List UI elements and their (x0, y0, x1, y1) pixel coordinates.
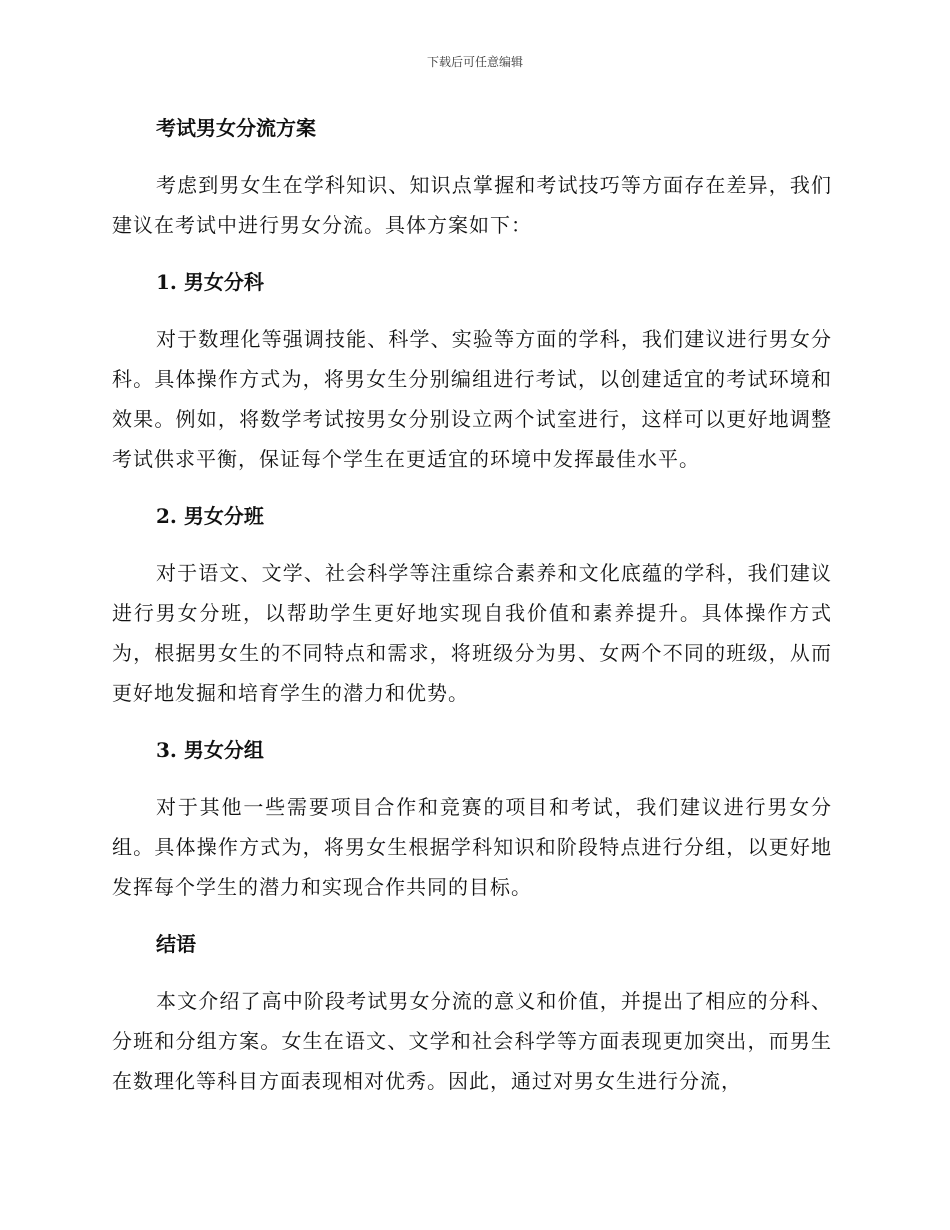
section-body-2: 对于语文、文学、社会科学等注重综合素养和文化底蕴的学科，我们建议进行男女分班，以帮助学生更好地实现自我价值和素养提升。具体操作方式为，根据男女生的不同特点和需求，将班级分为男、女两个不同的班级，从而更好地发掘和培育学生的潜力和优势。 (112, 561, 832, 705)
conclusion-heading: 结语 (156, 932, 196, 956)
conclusion-body: 本文介绍了高中阶段考试男女分流的意义和价值，并提出了相应的分科、分班和分组方案。女生在语文、文学和社会科学等方面表现更加突出，而男生在数理化等科目方面表现相对优秀。因此，通过对男女生进行分流， (112, 989, 832, 1093)
document-title: 考试男女分流方案 (156, 116, 316, 140)
section-body-3: 对于其他一些需要项目合作和竞赛的项目和考试，我们建议进行男女分组。具体操作方式为，将男女生根据学科知识和阶段特点进行分组，以更好地发挥每个学生的潜力和实现合作共同的目标。 (112, 795, 832, 899)
section-heading-1: 1. 男女分科 (156, 270, 264, 294)
document-body (112, 108, 832, 1118)
section-heading-2: 2. 男女分班 (156, 504, 264, 528)
page-header-note: 下载后可任意编辑 (426, 55, 523, 69)
section-body-1: 对于数理化等强调技能、科学、实验等方面的学科，我们建议进行男女分科。具体操作方式为，将男女生分别编组进行考试，以创建适宜的考试环境和效果。例如，将数学考试按男女分别设立两个试室进行，这样可以更好地调整考试供求平衡，保证每个学生在更适宜的环境中发挥最佳水平。 (112, 327, 832, 471)
section-heading-3: 3. 男女分组 (156, 738, 264, 762)
intro-paragraph: 考虑到男女生在学科知识、知识点掌握和考试技巧等方面存在差异，我们建议在考试中进行男女分流。具体方案如下： (112, 173, 832, 237)
